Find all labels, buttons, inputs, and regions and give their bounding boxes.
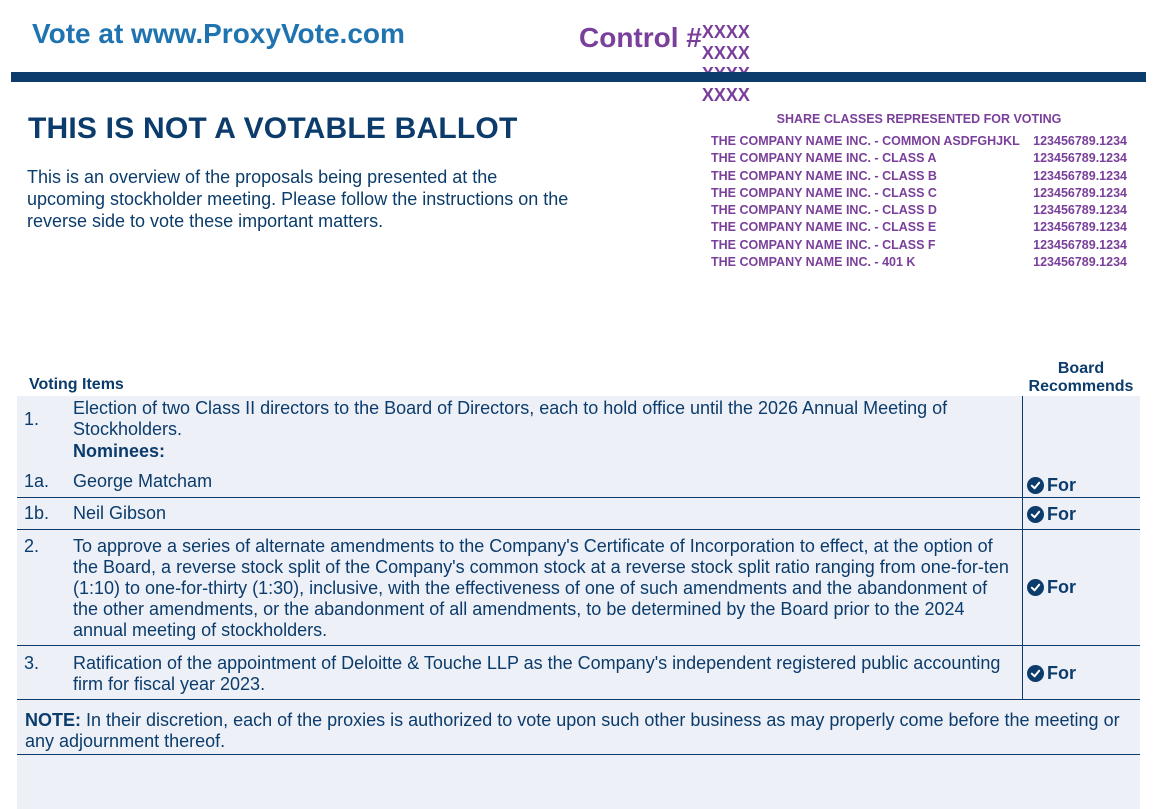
table-row: [17, 530, 1140, 646]
share-class-name: THE COMPANY NAME INC. - COMMON ASDFGHJKL: [711, 134, 1020, 148]
check-circle-icon: [1027, 506, 1044, 523]
note-body: In their discretion, each of the proxies is authorized to vote upon such other business as may properly come before the meeting or any adjournment thereof.: [25, 710, 1120, 751]
note-text: [25, 710, 1133, 752]
share-class-name: THE COMPANY NAME INC. - CLASS B: [711, 168, 937, 183]
check-circle-icon: [1027, 665, 1044, 682]
recommendation: [1027, 663, 1076, 684]
note-row: [17, 700, 1140, 755]
item-number: 1b.: [24, 503, 50, 523]
board-recommends-header: [1022, 360, 1140, 396]
share-class-count: 123456789.1234: [1033, 151, 1127, 166]
recommendation: [1027, 475, 1076, 496]
share-class-item: [711, 220, 1127, 237]
table-row: [17, 646, 1140, 700]
share-class-item: [711, 238, 1127, 255]
share-class-item: [711, 186, 1127, 203]
share-classes-list: [711, 134, 1127, 272]
share-class-name: THE COMPANY NAME INC. - CLASS F: [711, 237, 936, 252]
recommends-label: Recommends: [1028, 378, 1134, 395]
item-text: Ratification of the appointment of Deloitte & Touche LLP as the Company's independent registered public accounting firm for fiscal year 2023.: [73, 653, 1001, 694]
header-divider: [11, 72, 1146, 82]
item-number: 3.: [24, 653, 40, 673]
item-text: Election of two Class II directors to the Board of Directors, each to hold office until the 2026 Annual Meeting of Stockholders.: [73, 398, 948, 439]
nominee-name: George Matcham: [73, 471, 213, 491]
recommendation-label: For: [1047, 577, 1076, 597]
share-class-item: [711, 151, 1127, 168]
recommendation-label: For: [1047, 663, 1076, 683]
check-circle-icon: [1027, 579, 1044, 596]
voting-items-header: Voting Items: [29, 376, 124, 393]
share-class-name: THE COMPANY NAME INC. - CLASS C: [711, 185, 937, 200]
share-class-count: 123456789.1234: [1033, 255, 1127, 270]
intro-text: This is an overview of the proposals being presented at the upcoming stockholder meeting. Please follow the instructions on the reverse side to vote these important matters.: [27, 167, 569, 231]
share-class-item: [711, 203, 1127, 220]
control-label: Control #: [579, 22, 702, 53]
recommendation-label: For: [1047, 504, 1076, 524]
item-number: 1a.: [24, 471, 50, 491]
table-row: [17, 396, 1140, 498]
share-class-name: THE COMPANY NAME INC. - CLASS E: [711, 220, 937, 235]
recommendation-label: For: [1047, 475, 1076, 495]
share-class-count: 123456789.1234: [1033, 168, 1127, 183]
proxyvote-link[interactable]: Vote at www.ProxyVote.com: [32, 18, 405, 49]
share-class-count: 123456789.1234: [1033, 237, 1127, 252]
share-class-name: THE COMPANY NAME INC. - 401 K: [711, 255, 916, 270]
control-value: XXXX XXXX XXXX: [701, 22, 750, 105]
share-classes-heading: SHARE CLASSES REPRESENTED FOR VOTING: [776, 112, 1062, 126]
share-class-item: [711, 169, 1127, 186]
control-number: [579, 22, 750, 105]
item-text: To approve a series of alternate amendments to the Company's Certificate of Incorporation to effect, at the option of the Board, a reverse stock split of the Company's common stock at a reverse stock split ratio ranging from one-for-ten (1:10) to one-for-thirty (1:30), inclusive, with the effectiveness of one of such amendments and the abandonment of the other amendments, or the abandonment of all amendments, to be determined by the Board prior to the 2024 annual meeting of stockholders.: [73, 536, 1009, 640]
page-title: THIS IS NOT A VOTABLE BALLOT: [28, 112, 518, 145]
voting-table: [17, 396, 1140, 809]
share-class-count: 123456789.1234: [1033, 185, 1127, 200]
recommendation: [1027, 577, 1076, 598]
share-class-name: THE COMPANY NAME INC. - CLASS D: [711, 203, 937, 218]
board-label: Board: [1057, 360, 1105, 377]
share-class-item: [711, 134, 1127, 151]
nominees-label: Nominees:: [73, 441, 166, 461]
share-class-name: THE COMPANY NAME INC. - CLASS A: [711, 151, 937, 166]
share-class-count: 123456789.1234: [1033, 220, 1127, 235]
item-number: 2.: [24, 536, 40, 556]
check-circle-icon: [1027, 477, 1044, 494]
nominee-name: Neil Gibson: [73, 503, 167, 523]
share-class-count: 123456789.1234: [1033, 203, 1127, 218]
share-class-item: [711, 255, 1127, 272]
share-class-count: 123456789.1234: [1033, 134, 1127, 148]
recommendation: [1027, 504, 1076, 525]
item-number: 1.: [24, 409, 40, 429]
note-label: NOTE:: [25, 710, 81, 730]
table-row: [17, 498, 1140, 530]
